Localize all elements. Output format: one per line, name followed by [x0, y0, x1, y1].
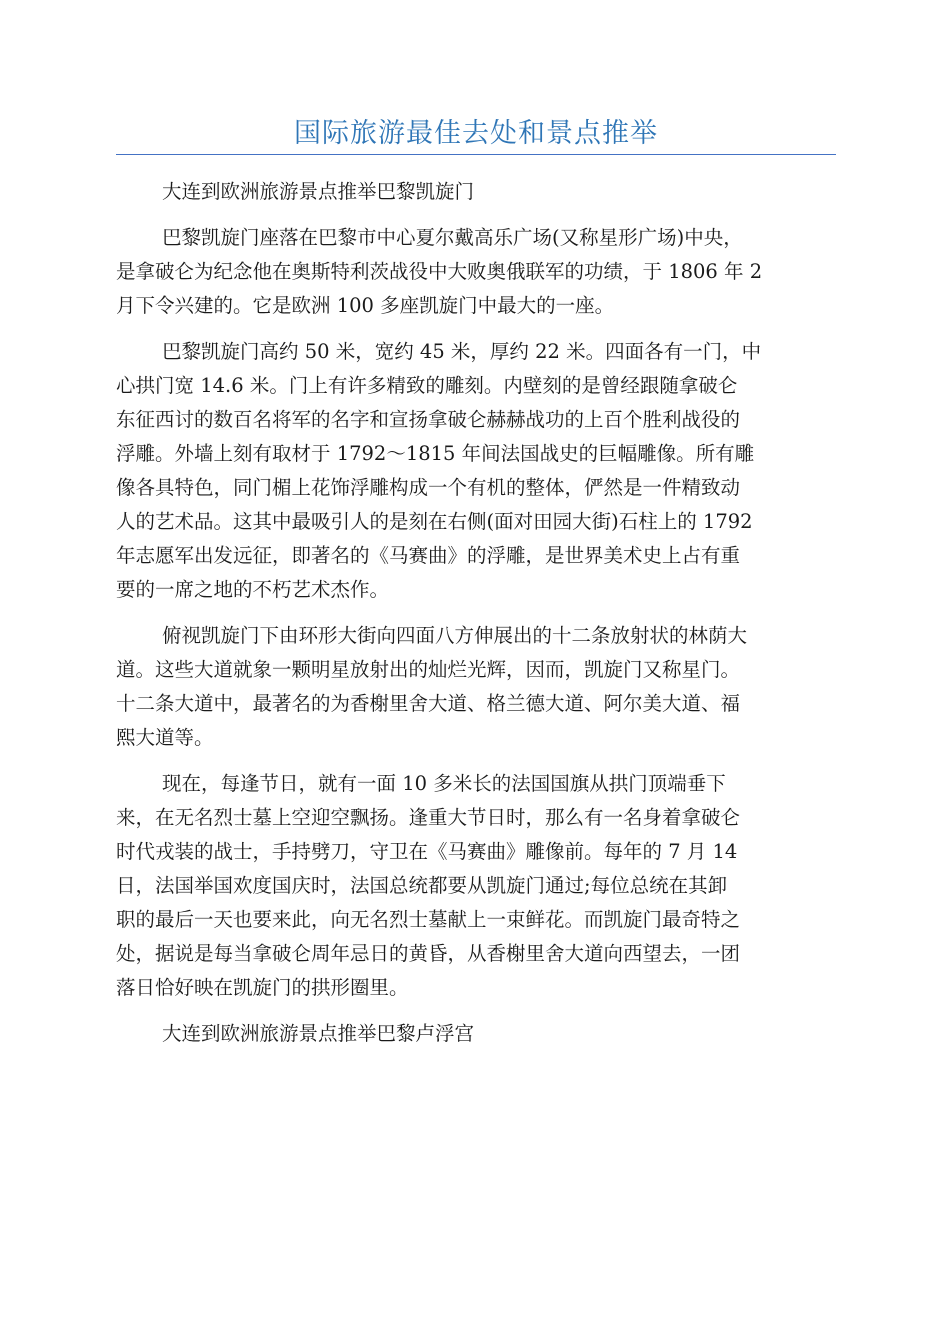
- paragraph-line: 十二条大道中，最著名的为香榭里舍大道、格兰德大道、阿尔美大道、福: [116, 692, 741, 715]
- title-underline: [116, 154, 836, 155]
- paragraph-line: 巴黎凯旋门座落在巴黎市中心夏尔戴高乐广场(又称星形广场)中央，: [162, 226, 743, 249]
- paragraph-line: 是拿破仑为纪念他在奥斯特利茨战役中大败奥俄联军的功绩，于 1806 年 2: [116, 260, 763, 283]
- paragraph-line: 东征西讨的数百名将军的名字和宣扬拿破仑赫赫战功的上百个胜利战役的: [116, 408, 741, 431]
- paragraph-line: 浮雕。外墙上刻有取材于 1792～1815 年间法国战史的巨幅雕像。所有雕: [116, 442, 755, 465]
- paragraph: [116, 335, 836, 607]
- paragraph-line: 熙大道等。: [116, 726, 214, 749]
- paragraph-line: 来，在无名烈士墓上空迎空飘扬。逢重大节日时，那么有一名身着拿破仑: [116, 806, 741, 829]
- paragraph-line: 月下令兴建的。它是欧洲 100 多座凯旋门中最大的一座。: [116, 294, 615, 317]
- paragraph-line: 心拱门宽 14.6 米。门上有许多精致的雕刻。内壁刻的是曾经跟随拿破仑: [116, 374, 738, 397]
- paragraph-line: 道。这些大道就象一颗明星放射出的灿烂光辉，因而，凯旋门又称星门。: [116, 658, 741, 681]
- paragraph-line: 落日恰好映在凯旋门的拱形圈里。: [116, 976, 409, 999]
- paragraph-line: 像各具特色，同门楣上花饰浮雕构成一个有机的整体，俨然是一件精致动: [116, 476, 741, 499]
- paragraph-line: 人的艺术品。这其中最吸引人的是刻在右侧(面对田园大街)石柱上的 1792: [116, 510, 753, 533]
- paragraph-line: 现在，每逢节日，就有一面 10 多米长的法国国旗从拱门顶端垂下: [162, 772, 726, 795]
- document-body: [116, 175, 836, 1051]
- paragraph: [116, 767, 836, 1005]
- paragraph: [116, 175, 836, 209]
- paragraph: [116, 1017, 836, 1051]
- document-page: [116, 0, 836, 1051]
- document-title: 国际旅游最佳去处和景点推举: [294, 118, 658, 149]
- paragraph-line: 大连到欧洲旅游景点推举巴黎卢浮宫: [162, 1022, 475, 1045]
- paragraph-line: 职的最后一天也要来此，向无名烈士墓献上一束鲜花。而凯旋门最奇特之: [116, 908, 741, 931]
- paragraph: [116, 221, 836, 323]
- paragraph-line: 年志愿军出发远征，即著名的《马赛曲》的浮雕，是世界美术史上占有重: [116, 544, 741, 567]
- paragraph: [116, 619, 836, 755]
- paragraph-line: 大连到欧洲旅游景点推举巴黎凯旋门: [162, 180, 475, 203]
- paragraph-line: 巴黎凯旋门高约 50 米，宽约 45 米，厚约 22 米。四面各有一门，中: [162, 340, 762, 363]
- paragraph-line: 日，法国举国欢度国庆时，法国总统都要从凯旋门通过;每位总统在其卸: [116, 874, 728, 897]
- paragraph-line: 处，据说是每当拿破仑周年忌日的黄昏，从香榭里舍大道向西望去，一团: [116, 942, 741, 965]
- paragraph-line: 要的一席之地的不朽艺术杰作。: [116, 578, 390, 601]
- paragraph-line: 俯视凯旋门下由环形大街向四面八方伸展出的十二条放射状的林荫大: [162, 624, 748, 647]
- paragraph-line: 时代戎装的战士，手持劈刀，守卫在《马赛曲》雕像前。每年的 7 月 14: [116, 840, 738, 863]
